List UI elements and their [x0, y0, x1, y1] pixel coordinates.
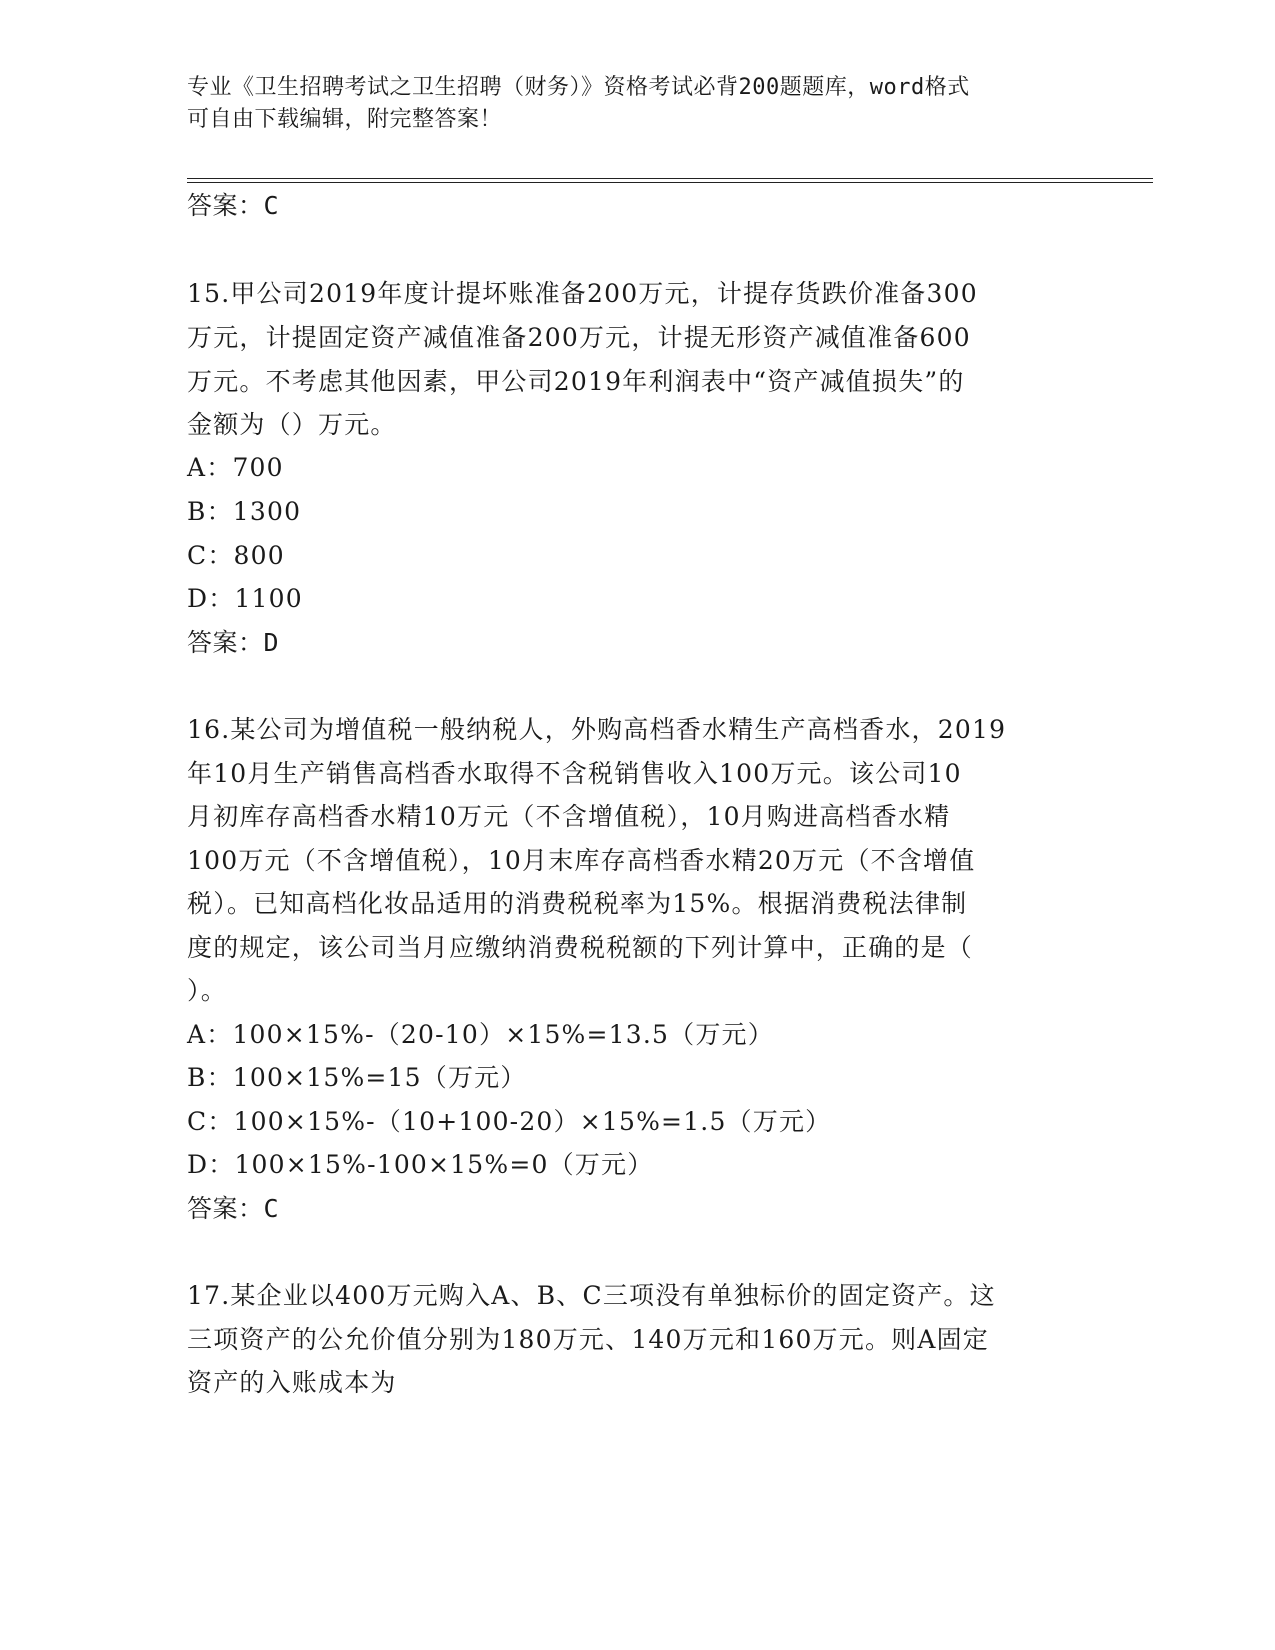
question-15-option-b: B：1300 [187, 497, 302, 526]
question-15-line: 15.甲公司2019年度计提坏账准备200万元，计提存货跌价准备300 [187, 279, 978, 308]
question-17-line: 三项资产的公允价值分别为180万元、140万元和160万元。则A固定 [187, 1325, 990, 1354]
question-16-line: 税）。已知高档化妆品适用的消费税税率为15%。根据消费税法律制 [187, 889, 968, 918]
header-title-line-1: 专业《卫生招聘考试之卫生招聘（财务）》资格考试必背200题题库，word格式 [187, 75, 970, 100]
previous-answer: 答案：C [187, 191, 280, 220]
question-16-option-b: B：100×15%=15（万元） [187, 1063, 527, 1092]
question-17-line: 资产的入账成本为 [187, 1368, 397, 1397]
document-header [187, 72, 1067, 136]
question-15-line: 万元。不考虑其他因素，甲公司2019年利润表中“资产减值损失”的 [187, 367, 965, 396]
question-16-line: 月初库存高档香水精10万元（不含增值税），10月购进高档香水精 [187, 802, 951, 831]
header-divider-bottom [187, 182, 1153, 183]
question-16-line: 年10月生产销售高档香水取得不含税销售收入100万元。该公司10 [187, 759, 962, 788]
question-15-option-a: A：700 [187, 453, 284, 482]
question-16-line: ）。 [187, 976, 227, 1005]
question-15-option-d: D：1100 [187, 584, 303, 613]
question-17-line: 17.某企业以400万元购入A、B、C三项没有单独标价的固定资产。这 [187, 1281, 996, 1310]
question-15-option-c: C：800 [187, 541, 285, 570]
question-15-answer: 答案：D [187, 628, 280, 657]
question-15-line: 金额为（）万元。 [187, 410, 397, 439]
question-16-option-a: A：100×15%-（20-10）×15%=13.5（万元） [187, 1020, 774, 1049]
question-16-option-c: C：100×15%-（10+100-20）×15%=1.5（万元） [187, 1107, 832, 1136]
question-15-line: 万元，计提固定资产减值准备200万元，计提无形资产减值准备600 [187, 323, 971, 352]
question-16-line: 100万元（不含增值税），10月末库存高档香水精20万元（不含增值 [187, 846, 976, 875]
question-16-line: 度的规定，该公司当月应缴纳消费税税额的下列计算中，正确的是（ [187, 933, 974, 962]
question-16-answer: 答案：C [187, 1194, 280, 1223]
header-divider-top [187, 178, 1153, 179]
question-16-option-d: D：100×15%-100×15%=0（万元） [187, 1150, 654, 1179]
header-title-line-2: 可自由下载编辑，附完整答案！ [187, 107, 503, 132]
question-16-line: 16.某公司为增值税一般纳税人，外购高档香水精生产高档香水，2019 [187, 715, 1007, 744]
